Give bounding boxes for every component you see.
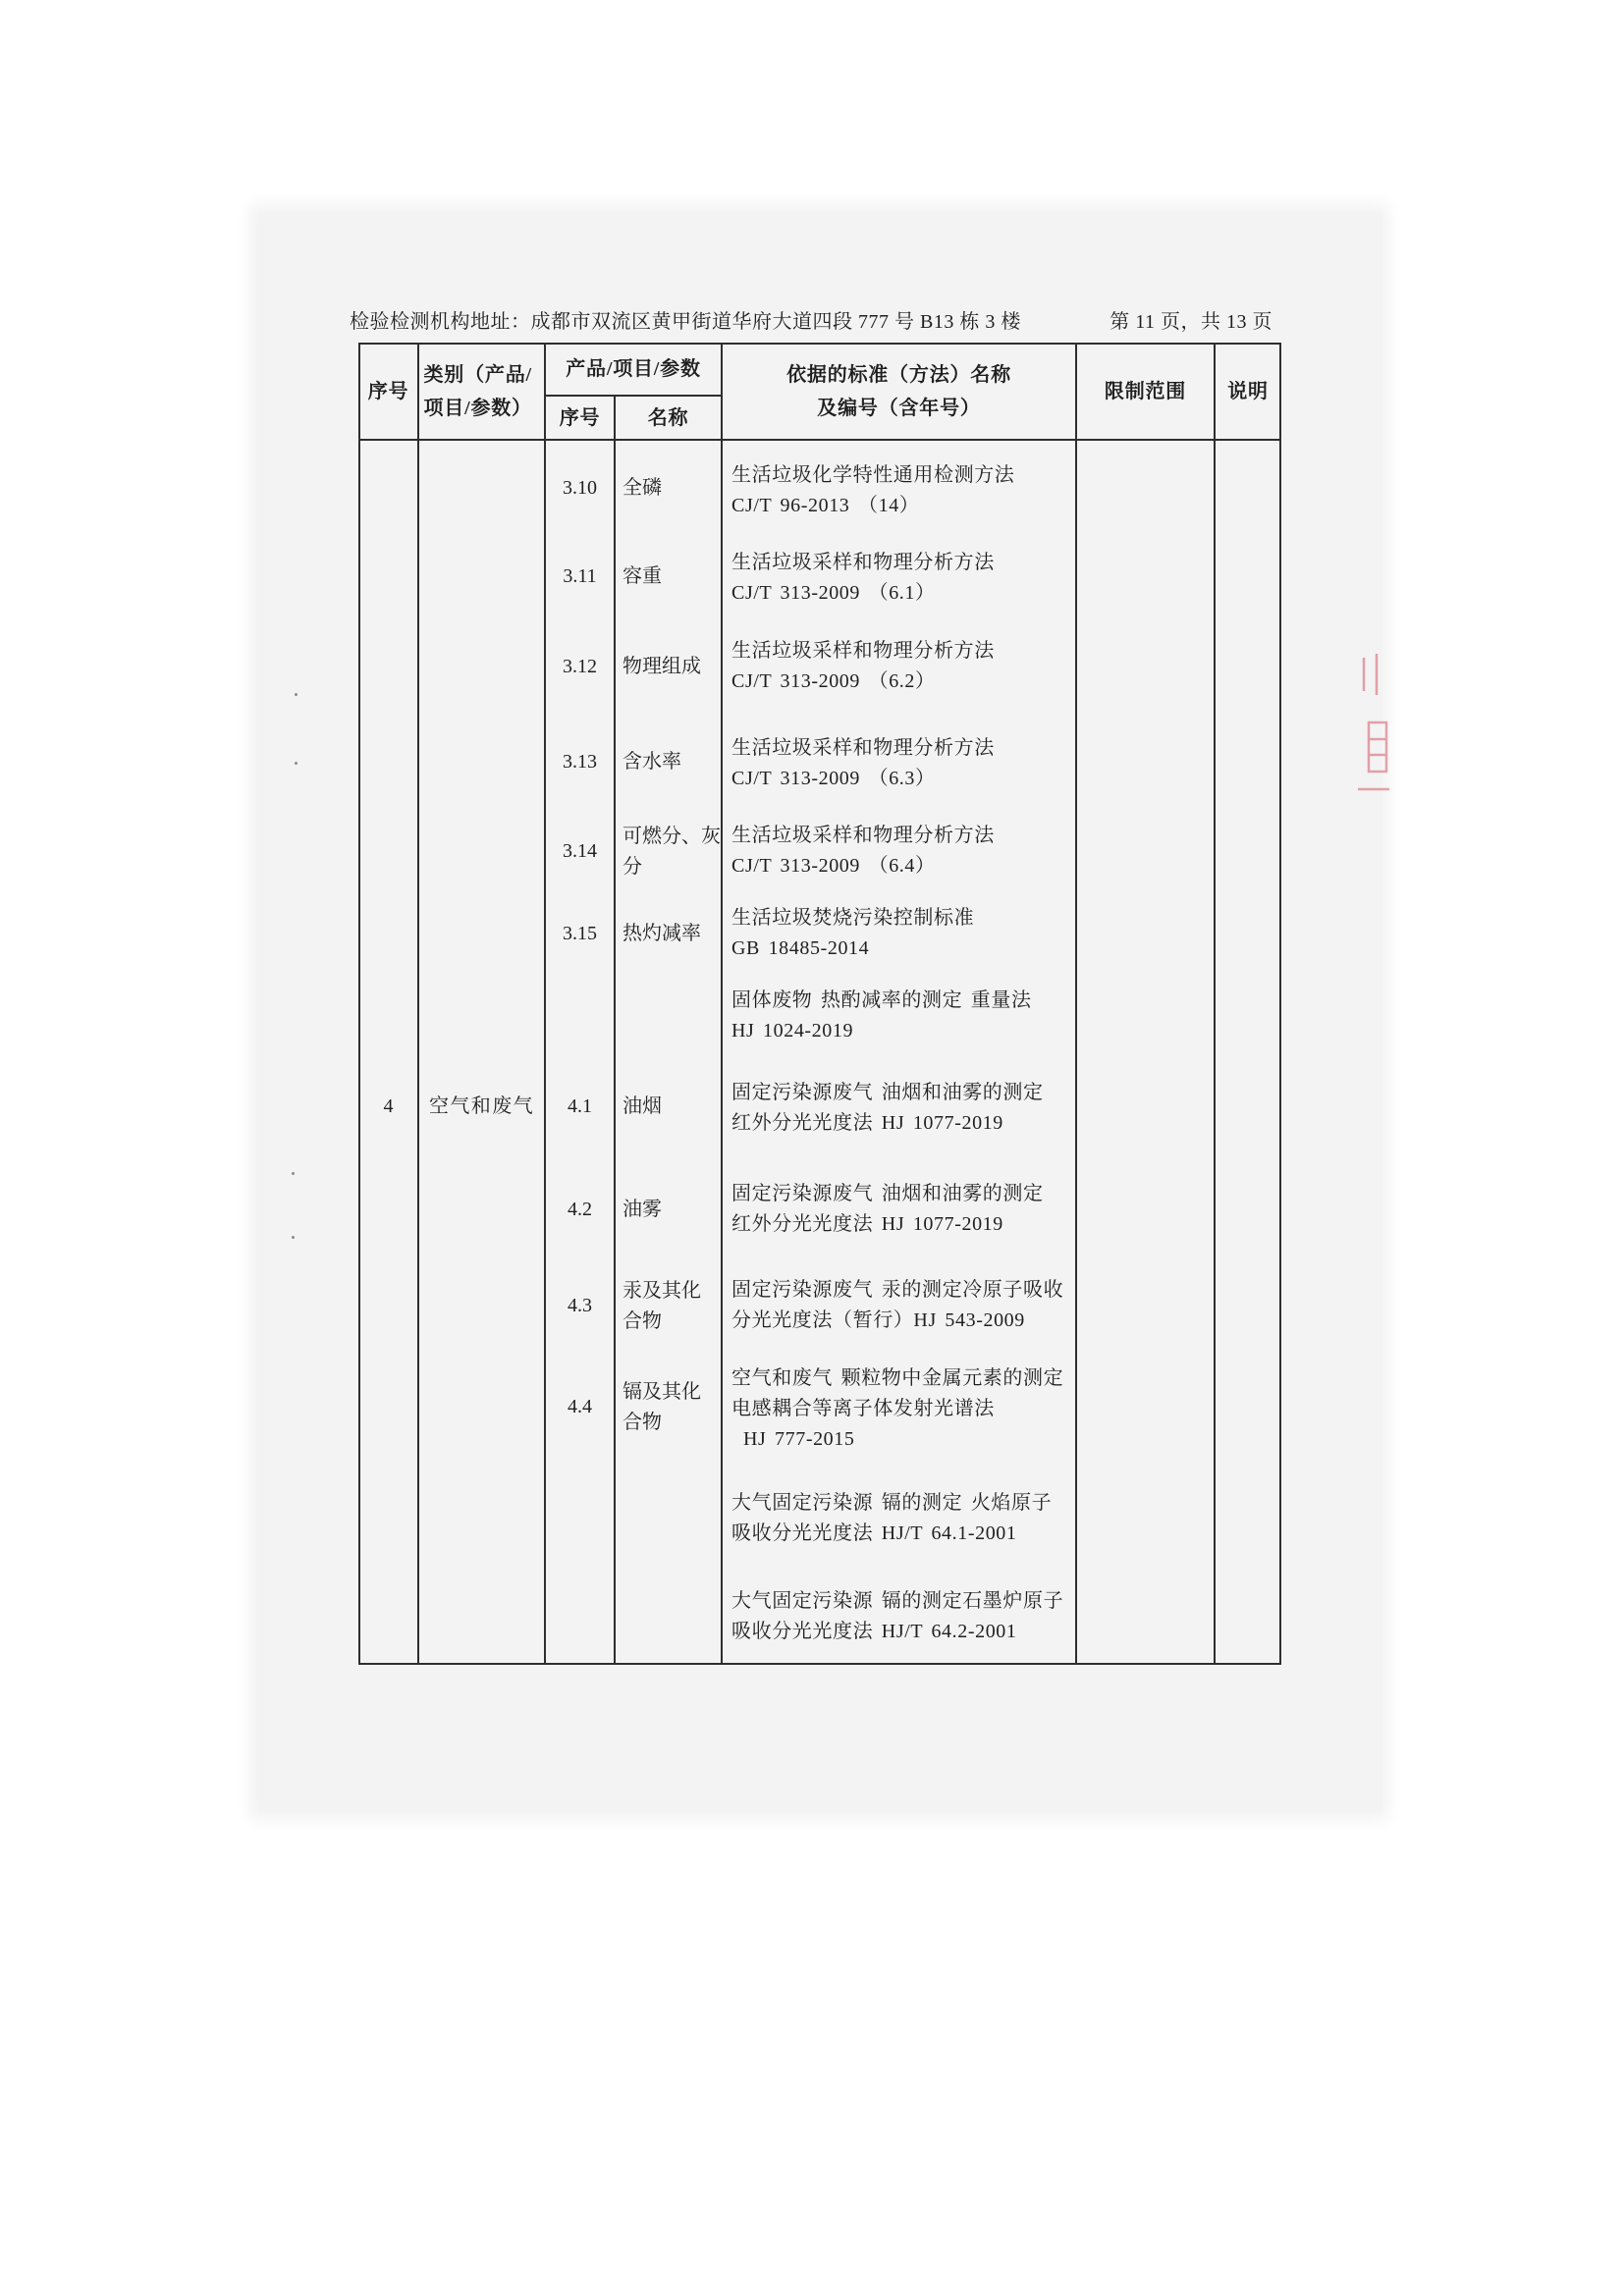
header-item-seq: [545, 396, 615, 440]
item-name: 容重: [623, 565, 662, 587]
scan-speck: [292, 1236, 295, 1239]
standard-entry: [722, 548, 1076, 609]
page-number: 第 11 页，共 13 页: [1110, 311, 1272, 333]
standard-line: 红外分光光度法 HJ 1077-2019: [731, 1112, 1003, 1134]
standard-entry: [722, 1363, 1076, 1455]
item-name: 镉及其化合物: [623, 1381, 701, 1433]
standard-line: 固定污染源废气 油烟和油雾的测定: [731, 1183, 1044, 1204]
standard-line: 大气固定污染源 镉的测定石墨炉原子: [731, 1590, 1064, 1612]
header-product-item-param-label: 产品/项目/参数: [566, 358, 701, 380]
item-seq: 3.14: [563, 840, 597, 862]
standard-entry: [722, 1179, 1076, 1240]
item-seq: 4.3: [568, 1295, 592, 1316]
standard-line: 固体废物 热酌减率的测定 重量法: [731, 989, 1032, 1011]
item-name: 物理组成: [623, 656, 701, 677]
standard-line: 大气固定污染源 镉的测定 火焰原子: [731, 1492, 1053, 1514]
standard-line: 红外分光光度法 HJ 1077-2019: [731, 1213, 1003, 1235]
standard-line: 分光光度法（暂行）HJ 543-2009: [731, 1309, 1025, 1331]
standard-entry: [722, 1078, 1076, 1139]
item-name: 汞及其化合物: [623, 1280, 701, 1332]
standard-line: CJ/T 313-2009 （6.1）: [731, 582, 936, 604]
standard-line: CJ/T 96-2013 （14）: [731, 495, 920, 516]
header-product-item-param: [545, 343, 722, 396]
scan-speck: [295, 762, 298, 765]
item-name: 油烟: [623, 1095, 662, 1117]
column-divider: [417, 343, 419, 1665]
standard-line: CJ/T 313-2009 （6.3）: [731, 768, 936, 789]
standard-line: 生活垃圾化学特性通用检测方法: [731, 464, 1015, 486]
standard-line: 吸收分光光度法 HJ/T 64.2-2001: [731, 1621, 1017, 1642]
header-category-label: 类别（产品/项目/参数）: [423, 363, 532, 419]
standard-line: 空气和废气 颗粒物中金属元素的测定: [731, 1367, 1064, 1389]
column-divider: [544, 343, 546, 1665]
standard-entry: [722, 986, 1076, 1046]
standard-entry: [722, 733, 1076, 794]
item-name: 油雾: [623, 1199, 662, 1220]
standard-entry: [722, 1488, 1076, 1549]
item-seq: 3.12: [563, 656, 597, 677]
header-seq-label: 序号: [367, 380, 409, 402]
standard-line: HJ 1024-2019: [731, 1020, 854, 1041]
standard-entry: [722, 821, 1076, 881]
column-divider: [1214, 343, 1216, 1665]
standard-line: 生活垃圾采样和物理分析方法: [731, 552, 995, 573]
standard-line: 生活垃圾焚烧污染控制标准: [731, 907, 975, 929]
category-name: 空气和废气: [429, 1095, 534, 1117]
scan-speck: [295, 693, 298, 696]
item-seq: 3.13: [563, 751, 597, 773]
category-seq: 4: [383, 1095, 394, 1117]
item-name: 含水率: [623, 751, 681, 773]
header-item-name-label: 名称: [647, 406, 689, 429]
item-seq: 4.1: [568, 1095, 592, 1117]
header-seq: [358, 343, 418, 440]
header-limit-scope: [1076, 343, 1215, 440]
item-name: 热灼减率: [623, 923, 701, 944]
standard-line: CJ/T 313-2009 （6.2）: [731, 670, 936, 692]
header-standard-label: 依据的标准（方法）名称及编号（含年号）: [786, 363, 1011, 419]
header-remarks-label: 说明: [1227, 380, 1269, 402]
standard-entry: [722, 1275, 1076, 1336]
header-item-seq-label: 序号: [559, 406, 601, 429]
header-remarks: [1215, 343, 1281, 440]
institution-address: 检验检测机构地址：成都市双流区黄甲街道华府大道四段 777 号 B13 栋 3 楼: [350, 311, 1021, 333]
standard-entry: [722, 1586, 1076, 1647]
standard-line: GB 18485-2014: [731, 937, 870, 959]
item-seq: 3.15: [563, 923, 597, 944]
standard-line: 电感耦合等离子体发射光谱法: [731, 1398, 995, 1419]
item-seq: 3.11: [563, 565, 597, 587]
item-seq: 4.2: [568, 1199, 592, 1220]
item-seq: 4.4: [568, 1396, 592, 1417]
header-item-name: [615, 396, 722, 440]
standard-line: 固定污染源废气 汞的测定冷原子吸收: [731, 1279, 1064, 1301]
scan-speck: [292, 1172, 295, 1175]
standard-entry: [722, 903, 1076, 964]
item-name: 全磷: [623, 477, 662, 499]
item-name: 可燃分、灰分: [623, 826, 721, 878]
standard-entry: [722, 460, 1076, 521]
standard-line: 生活垃圾采样和物理分析方法: [731, 737, 995, 759]
item-seq: 3.10: [563, 477, 597, 499]
header-standard: [722, 343, 1076, 440]
standard-entry: [722, 636, 1076, 697]
standard-line: CJ/T 313-2009 （6.4）: [731, 855, 936, 877]
header-category: [418, 343, 545, 440]
header-limit-scope-label: 限制范围: [1104, 380, 1187, 402]
standard-line: 吸收分光光度法 HJ/T 64.1-2001: [731, 1522, 1017, 1544]
standard-line: 生活垃圾采样和物理分析方法: [731, 825, 995, 846]
standard-line: HJ 777-2015: [743, 1428, 855, 1450]
seal-fragment: [1355, 650, 1390, 836]
standard-line: 生活垃圾采样和物理分析方法: [731, 640, 995, 662]
scope-table: [358, 343, 1281, 1665]
standard-line: 固定污染源废气 油烟和油雾的测定: [731, 1082, 1044, 1103]
